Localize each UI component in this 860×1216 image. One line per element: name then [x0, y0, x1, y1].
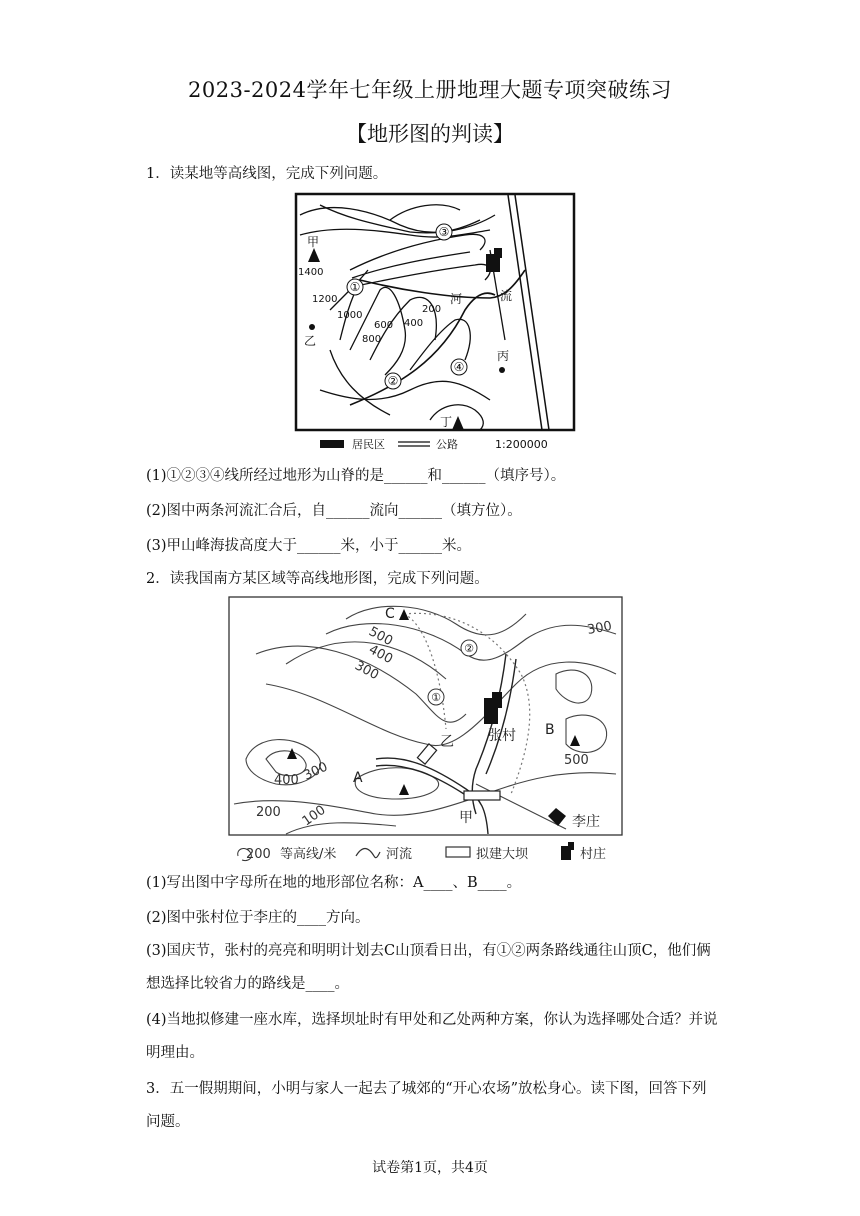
q1-contour-map — [290, 190, 580, 462]
q2-contour-300-top: 300 — [352, 658, 382, 684]
q1-legend-scale: 1:200000 — [495, 438, 548, 451]
q1-contour-1200: 1200 — [312, 294, 338, 305]
q1-label-jia: 甲 — [307, 235, 320, 249]
q1-label-3: ③ — [438, 225, 450, 239]
q1-stem: 1．读某地等高线图，完成下列问题。 — [146, 166, 388, 182]
q2-label-route-1: ① — [431, 691, 441, 704]
q1-contour-200: 200 — [422, 304, 442, 315]
q2-sub4: (4)当地拟修建一座水库，选择坝址时有甲处和乙处两种方案，你认为选择哪处合适？并说明理由。 — [146, 1012, 718, 1061]
q1-contour-1000: 1000 — [337, 310, 363, 321]
q1-contour-600: 600 — [374, 320, 394, 331]
q2-label-a: A — [353, 770, 363, 786]
q2-legend-contour-sample: 200 — [246, 847, 271, 862]
q1-label-4: ④ — [453, 360, 465, 374]
q1-contour-800: 800 — [362, 334, 382, 345]
page-title: 2023-2024学年七年级上册地理大题专项突破练习 — [188, 78, 672, 102]
q1-label-river-he: 河 — [450, 292, 463, 306]
q2-contour-300-right: 300 — [586, 618, 614, 638]
q1-label-bing: 丙 — [497, 349, 510, 363]
q1-sub3: (3)甲山峰海拔高度大于______米，小于______米。 — [146, 538, 472, 554]
q2-legend-river: 河流 — [386, 847, 413, 862]
q1-label-ding: 丁 — [440, 415, 453, 429]
q2-label-yi: 乙 — [440, 734, 454, 750]
q1-label-yi: 乙 — [304, 334, 317, 348]
q1-label-2: ② — [387, 374, 399, 388]
q2-legend-contour: 等高线/米 — [280, 847, 337, 862]
q2-label-lizhuang: 李庄 — [572, 814, 600, 830]
q1-label-1: ① — [349, 280, 361, 294]
page-footer: 试卷第1页，共4页 — [372, 1160, 488, 1176]
q2-contour-500-top: 500 — [366, 624, 396, 650]
q1-sub1: (1)①②③④线所经过地形为山脊的是______和______（填序号）。 — [146, 468, 566, 484]
q2-contour-200: 200 — [256, 805, 281, 820]
q1-label-river-liu: 流 — [500, 289, 513, 303]
q2-legend-dam: 拟建大坝 — [476, 847, 529, 862]
q2-contour-400-left: 400 — [274, 773, 299, 788]
q1-legend-road: 公路 — [436, 438, 458, 451]
q2-sub1: (1)写出图中字母所在地的地形部位名称：A____、B____。 — [146, 875, 522, 891]
q2-label-zhangcun: 张村 — [488, 728, 516, 744]
page-subtitle: 【地形图的判读】 — [346, 122, 514, 146]
q2-contour-100: 100 — [299, 802, 329, 830]
q1-legend-residential: 居民区 — [352, 438, 385, 451]
q2-label-jia: 甲 — [459, 810, 473, 826]
q2-legend-village: 村庄 — [580, 847, 607, 862]
q2-label-route-2: ② — [464, 642, 474, 655]
q1-sub2: (2)图中两条河流汇合后，自______流向______（填方位）。 — [146, 503, 522, 519]
q2-contour-300-left: 300 — [301, 759, 331, 784]
q2-contour-400-top: 400 — [366, 642, 396, 668]
q2-label-c: C — [385, 606, 395, 622]
q2-label-b: B — [545, 722, 555, 738]
q1-contour-400: 400 — [404, 318, 424, 329]
q3-stem: 3．五一假期期间，小明与家人一起去了城郊的“开心农场”放松身心。读下图，回答下列问题。 — [146, 1081, 707, 1130]
q2-sub3: (3)国庆节，张村的亮亮和明明计划去C山顶看日出，有①②两条路线通往山顶C，他们俩想选择比较省力的路线是____。 — [146, 943, 711, 992]
q2-stem: 2．读我国南方某区域等高线地形图，完成下列问题。 — [146, 571, 489, 587]
q2-sub2: (2)图中张村位于李庄的____方向。 — [146, 910, 370, 926]
q2-contour-500-right: 500 — [564, 753, 589, 768]
q1-contour-1400: 1400 — [298, 267, 324, 278]
q2-contour-map — [226, 594, 626, 869]
